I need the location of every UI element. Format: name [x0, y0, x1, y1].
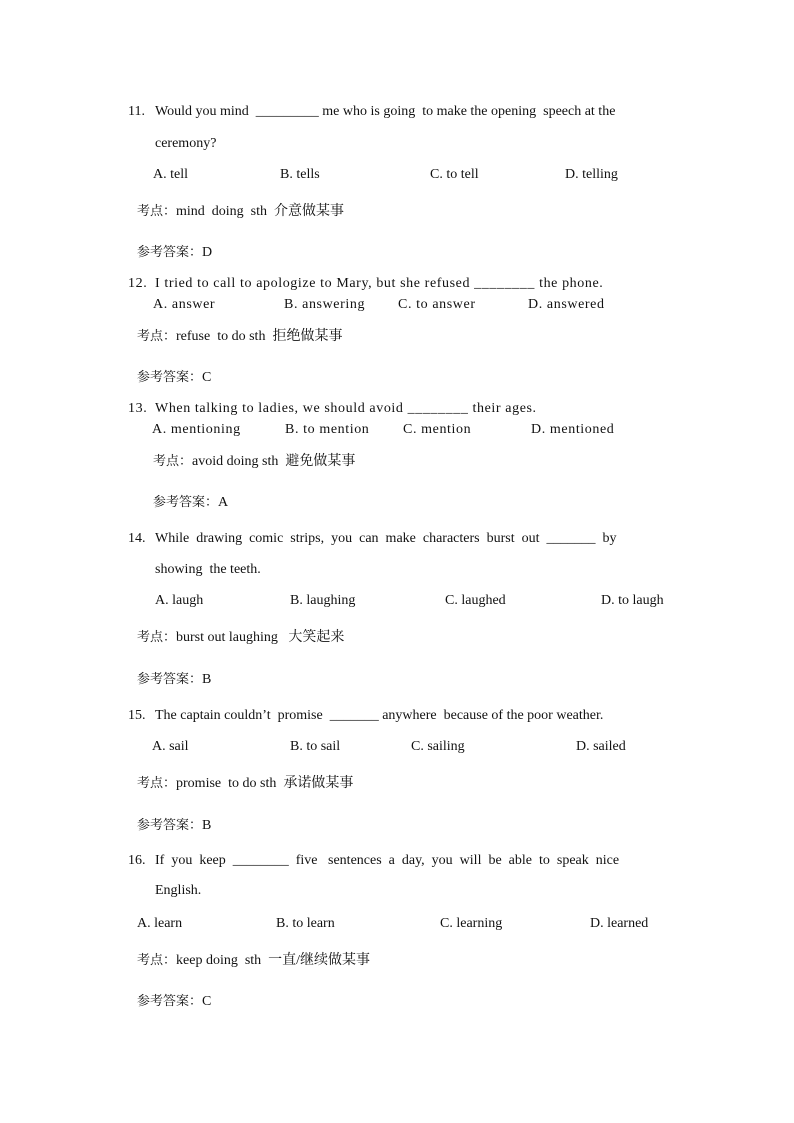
option-d: D. learned [590, 916, 649, 931]
option-c: C. to answer [398, 297, 476, 312]
option-a: A. mentioning [152, 422, 241, 437]
answer-value: A [218, 495, 229, 510]
knowledge-point-label: 考点： [137, 630, 177, 645]
knowledge-point [137, 952, 370, 970]
question-stem-line1: When talking to ladies, we should avoid ________ their ages. [155, 401, 537, 416]
knowledge-point [137, 775, 353, 793]
option-b: B. to mention [285, 422, 370, 437]
knowledge-point-text: keep doing sth 一直/继续做某事 [176, 953, 371, 968]
option-b: B. tells [280, 167, 320, 182]
option-d: D. answered [528, 297, 605, 312]
knowledge-point-label: 考点： [137, 329, 177, 344]
knowledge-point-text: promise to do sth 承诺做某事 [176, 776, 354, 791]
option-c: C. learning [440, 916, 503, 931]
knowledge-point-text: mind doing sth 介意做某事 [176, 204, 345, 219]
question-number: 15. [128, 708, 146, 723]
option-c: C. mention [403, 422, 472, 437]
question-stem-line2: ceremony? [155, 136, 217, 151]
question-stem-line1: I tried to call to apologize to Mary, but she refused ________ the phone. [155, 276, 604, 291]
answer-label: 参考答案： [137, 994, 203, 1009]
option-a: A. tell [153, 167, 188, 182]
question-number: 16. [128, 853, 146, 868]
knowledge-point [137, 629, 344, 647]
answer-value: B [202, 818, 212, 833]
question-stem-line1: If you keep ________ five sentences a day, you will be able to speak nice [155, 853, 620, 868]
question-number: 14. [128, 531, 146, 546]
question-stem-line1: Would you mind _________ me who is going to make the opening speech at the [155, 104, 616, 119]
option-c: C. sailing [411, 739, 465, 754]
reference-answer [137, 369, 211, 387]
option-a: A. answer [153, 297, 216, 312]
option-a: A. learn [137, 916, 183, 931]
reference-answer [137, 993, 211, 1011]
question-number: 11. [128, 104, 145, 119]
question-stem-line1: The captain couldn’t promise _______ anywhere because of the poor weather. [155, 708, 604, 723]
knowledge-point-label: 考点： [137, 953, 177, 968]
answer-label: 参考答案： [153, 495, 219, 510]
question-stem-line2: showing the teeth. [155, 562, 261, 577]
option-b: B. laughing [290, 593, 356, 608]
reference-answer [153, 494, 228, 512]
knowledge-point [153, 453, 355, 471]
answer-value: C [202, 994, 212, 1009]
option-d: D. telling [565, 167, 618, 182]
option-d: D. sailed [576, 739, 626, 754]
question-number: 12. [128, 276, 148, 291]
question-stem-line1: While drawing comic strips, you can make characters burst out _______ by [155, 531, 617, 546]
answer-label: 参考答案： [137, 818, 203, 833]
answer-label: 参考答案： [137, 370, 203, 385]
knowledge-point [137, 328, 342, 346]
reference-answer [137, 817, 211, 835]
answer-value: C [202, 370, 212, 385]
option-d: D. mentioned [531, 422, 615, 437]
option-b: B. to sail [290, 739, 341, 754]
option-d: D. to laugh [601, 593, 664, 608]
option-b: B. to learn [276, 916, 335, 931]
knowledge-point-label: 考点： [137, 204, 177, 219]
knowledge-point-text: refuse to do sth 拒绝做某事 [176, 329, 343, 344]
option-a: A. sail [152, 739, 189, 754]
option-c: C. laughed [445, 593, 506, 608]
knowledge-point-label: 考点： [137, 776, 177, 791]
answer-value: B [202, 672, 212, 687]
knowledge-point [137, 203, 344, 221]
question-stem-line2: English. [155, 883, 202, 898]
knowledge-point-text: avoid doing sth 避免做某事 [192, 454, 356, 469]
reference-answer [137, 244, 212, 262]
knowledge-point-label: 考点： [153, 454, 193, 469]
option-a: A. laugh [155, 593, 204, 608]
question-number: 13. [128, 401, 148, 416]
knowledge-point-text: burst out laughing 大笑起来 [176, 630, 345, 645]
option-c: C. to tell [430, 167, 479, 182]
answer-label: 参考答案： [137, 245, 203, 260]
answer-label: 参考答案： [137, 672, 203, 687]
option-b: B. answering [284, 297, 366, 312]
answer-value: D [202, 245, 213, 260]
reference-answer [137, 671, 211, 689]
